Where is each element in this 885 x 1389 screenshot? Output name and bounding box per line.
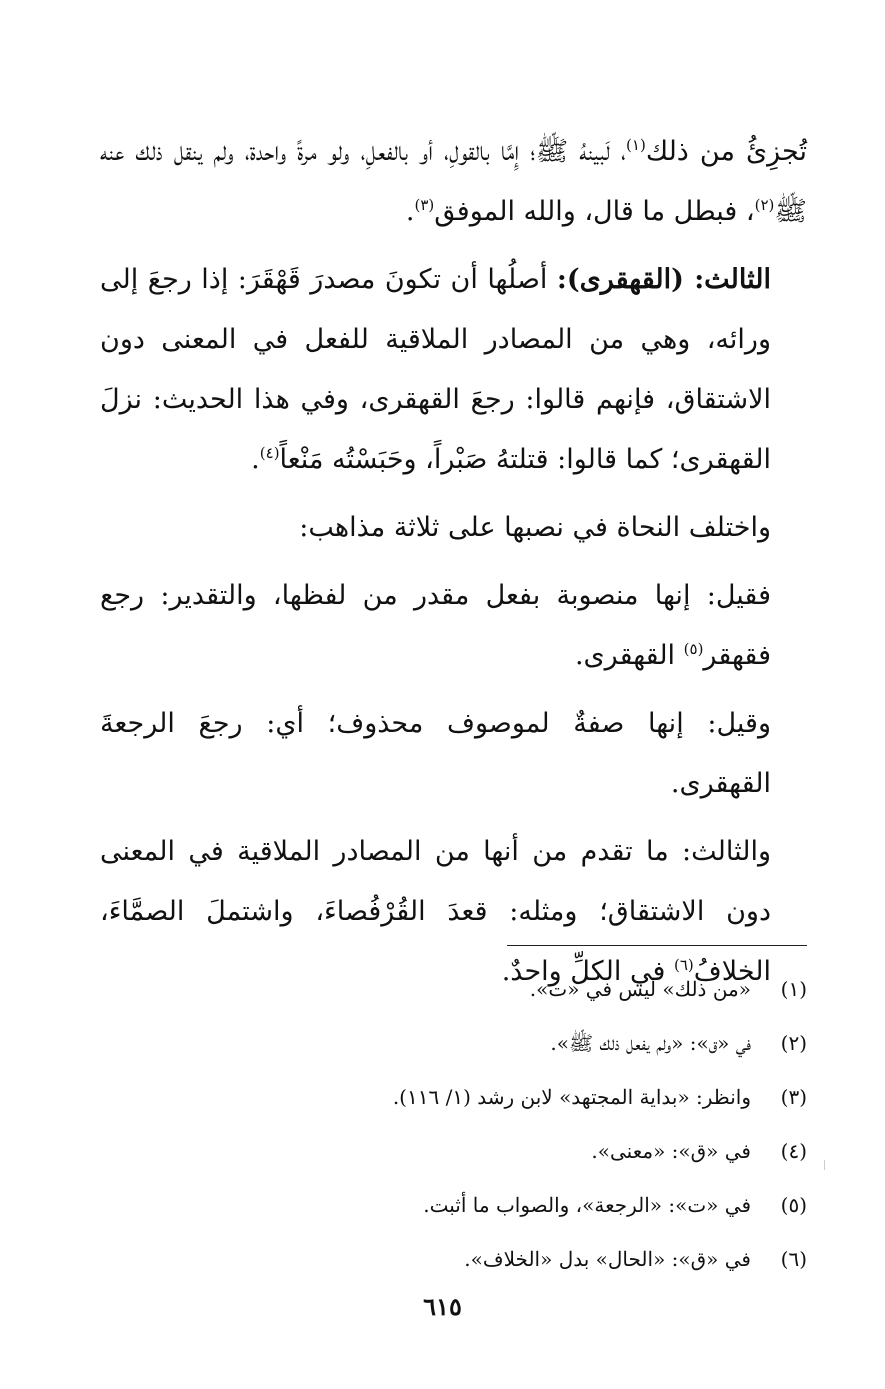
text-span: . — [405, 196, 415, 227]
footnote-number: (٢) — [780, 1031, 807, 1055]
footnote-ref-5[interactable]: (٥) — [683, 640, 704, 658]
footnote-ref-6[interactable]: (٦) — [673, 956, 694, 974]
footnote-number: (٣) — [780, 1085, 807, 1109]
text-span: . — [251, 444, 260, 475]
footnote-text: وانظر: «بداية المجتهد» لابن رشد (١/ ١١٦). — [392, 1085, 751, 1109]
footnote-ref-2[interactable]: (٢) — [754, 196, 775, 214]
scan-edge-mark — [824, 1160, 825, 1170]
footnote-item — [100, 1070, 807, 1124]
paragraph-1 — [100, 122, 807, 242]
text-span: أصلُها أن تكونَ مصدرَ قَهْقَرَ: إذا رجعَ إلى ورائه، وهي من المصادر الملاقية للفعل في المعنى دون الاشتقاق، فإنهم قالوا: رجعَ القهقرى، وفي هذا الحديث: نزلَ القهقرى؛ كما قالوا: قتلتهُ صَبْراً، وحَبَسْتُه مَنْعاً — [100, 264, 771, 475]
page-number: ٦١٥ — [423, 1292, 462, 1321]
footnote-text: في «ق»: «ولم يفعل ذلك ﷺ». — [550, 1031, 751, 1055]
footnote-item — [100, 1178, 807, 1232]
text-span: فقيل: إنها منصوبة بفعل مقدر من لفظها، والتقدير: رجع فقهقر — [100, 580, 771, 671]
text-span: في الكلِّ واحدٌ. — [501, 956, 674, 987]
text-span: والثالث: ما تقدم من أنها من المصادر الملاقية في المعنى دون الاشتقاق؛ ومثله: قعدَ القُرْفُصاءَ، واشتملَ الصمَّاءَ، الخلافُ — [100, 836, 771, 987]
footnote-number: (٥) — [780, 1193, 807, 1217]
footnote-item — [100, 1016, 807, 1070]
footnote-item — [100, 1124, 807, 1178]
footnote-text: في «ق»: «الحال» بدل «الخلاف». — [464, 1247, 751, 1271]
footnote-ref-3[interactable]: (٣) — [414, 196, 435, 214]
section-heading: الثالث: (القهقرى): — [556, 264, 771, 295]
footnote-number: (١) — [780, 977, 807, 1001]
text-span: ، فبطل ما قال، والله الموفق — [434, 196, 755, 227]
paragraph-4 — [100, 566, 807, 686]
footnote-number: (٤) — [780, 1139, 807, 1163]
footnote-text: في «ق»: «معنى». — [591, 1139, 751, 1163]
text-span: وقيل: إنها صفةٌ لموصوف محذوف؛ أي: رجعَ الرجعةَ القهقرى. — [100, 708, 771, 799]
paragraph-2 — [100, 250, 807, 490]
paragraph-3 — [100, 498, 807, 558]
footnote-item — [100, 962, 807, 1016]
footnote-number: (٦) — [780, 1247, 807, 1271]
text-span: تُجزِئُ من ذلك — [645, 136, 807, 167]
text-span: واختلف النحاة في نصبها على ثلاثة مذاهب: — [299, 512, 771, 543]
footnote-divider — [507, 945, 807, 946]
footnotes — [100, 962, 807, 1286]
text-span: ، لَبينهُ ﷺ؛ إِمَّا بالقولِ، أو بالفعلِ، ولو مرةً واحدة، ولم ينقل ذلك عنه ﷺ — [100, 136, 807, 227]
footnote-item — [100, 1232, 807, 1286]
paragraph-5 — [100, 694, 807, 814]
footnote-ref-1[interactable]: (١) — [626, 136, 646, 154]
main-text — [100, 122, 807, 1010]
footnote-text: «من ذلك» ليس في «ت». — [529, 977, 751, 1001]
text-span: القهقرى. — [574, 640, 684, 671]
footnote-ref-4[interactable]: (٤) — [259, 444, 280, 462]
footnote-text: في «ت»: «الرجعة»، والصواب ما أثبت. — [423, 1193, 751, 1217]
